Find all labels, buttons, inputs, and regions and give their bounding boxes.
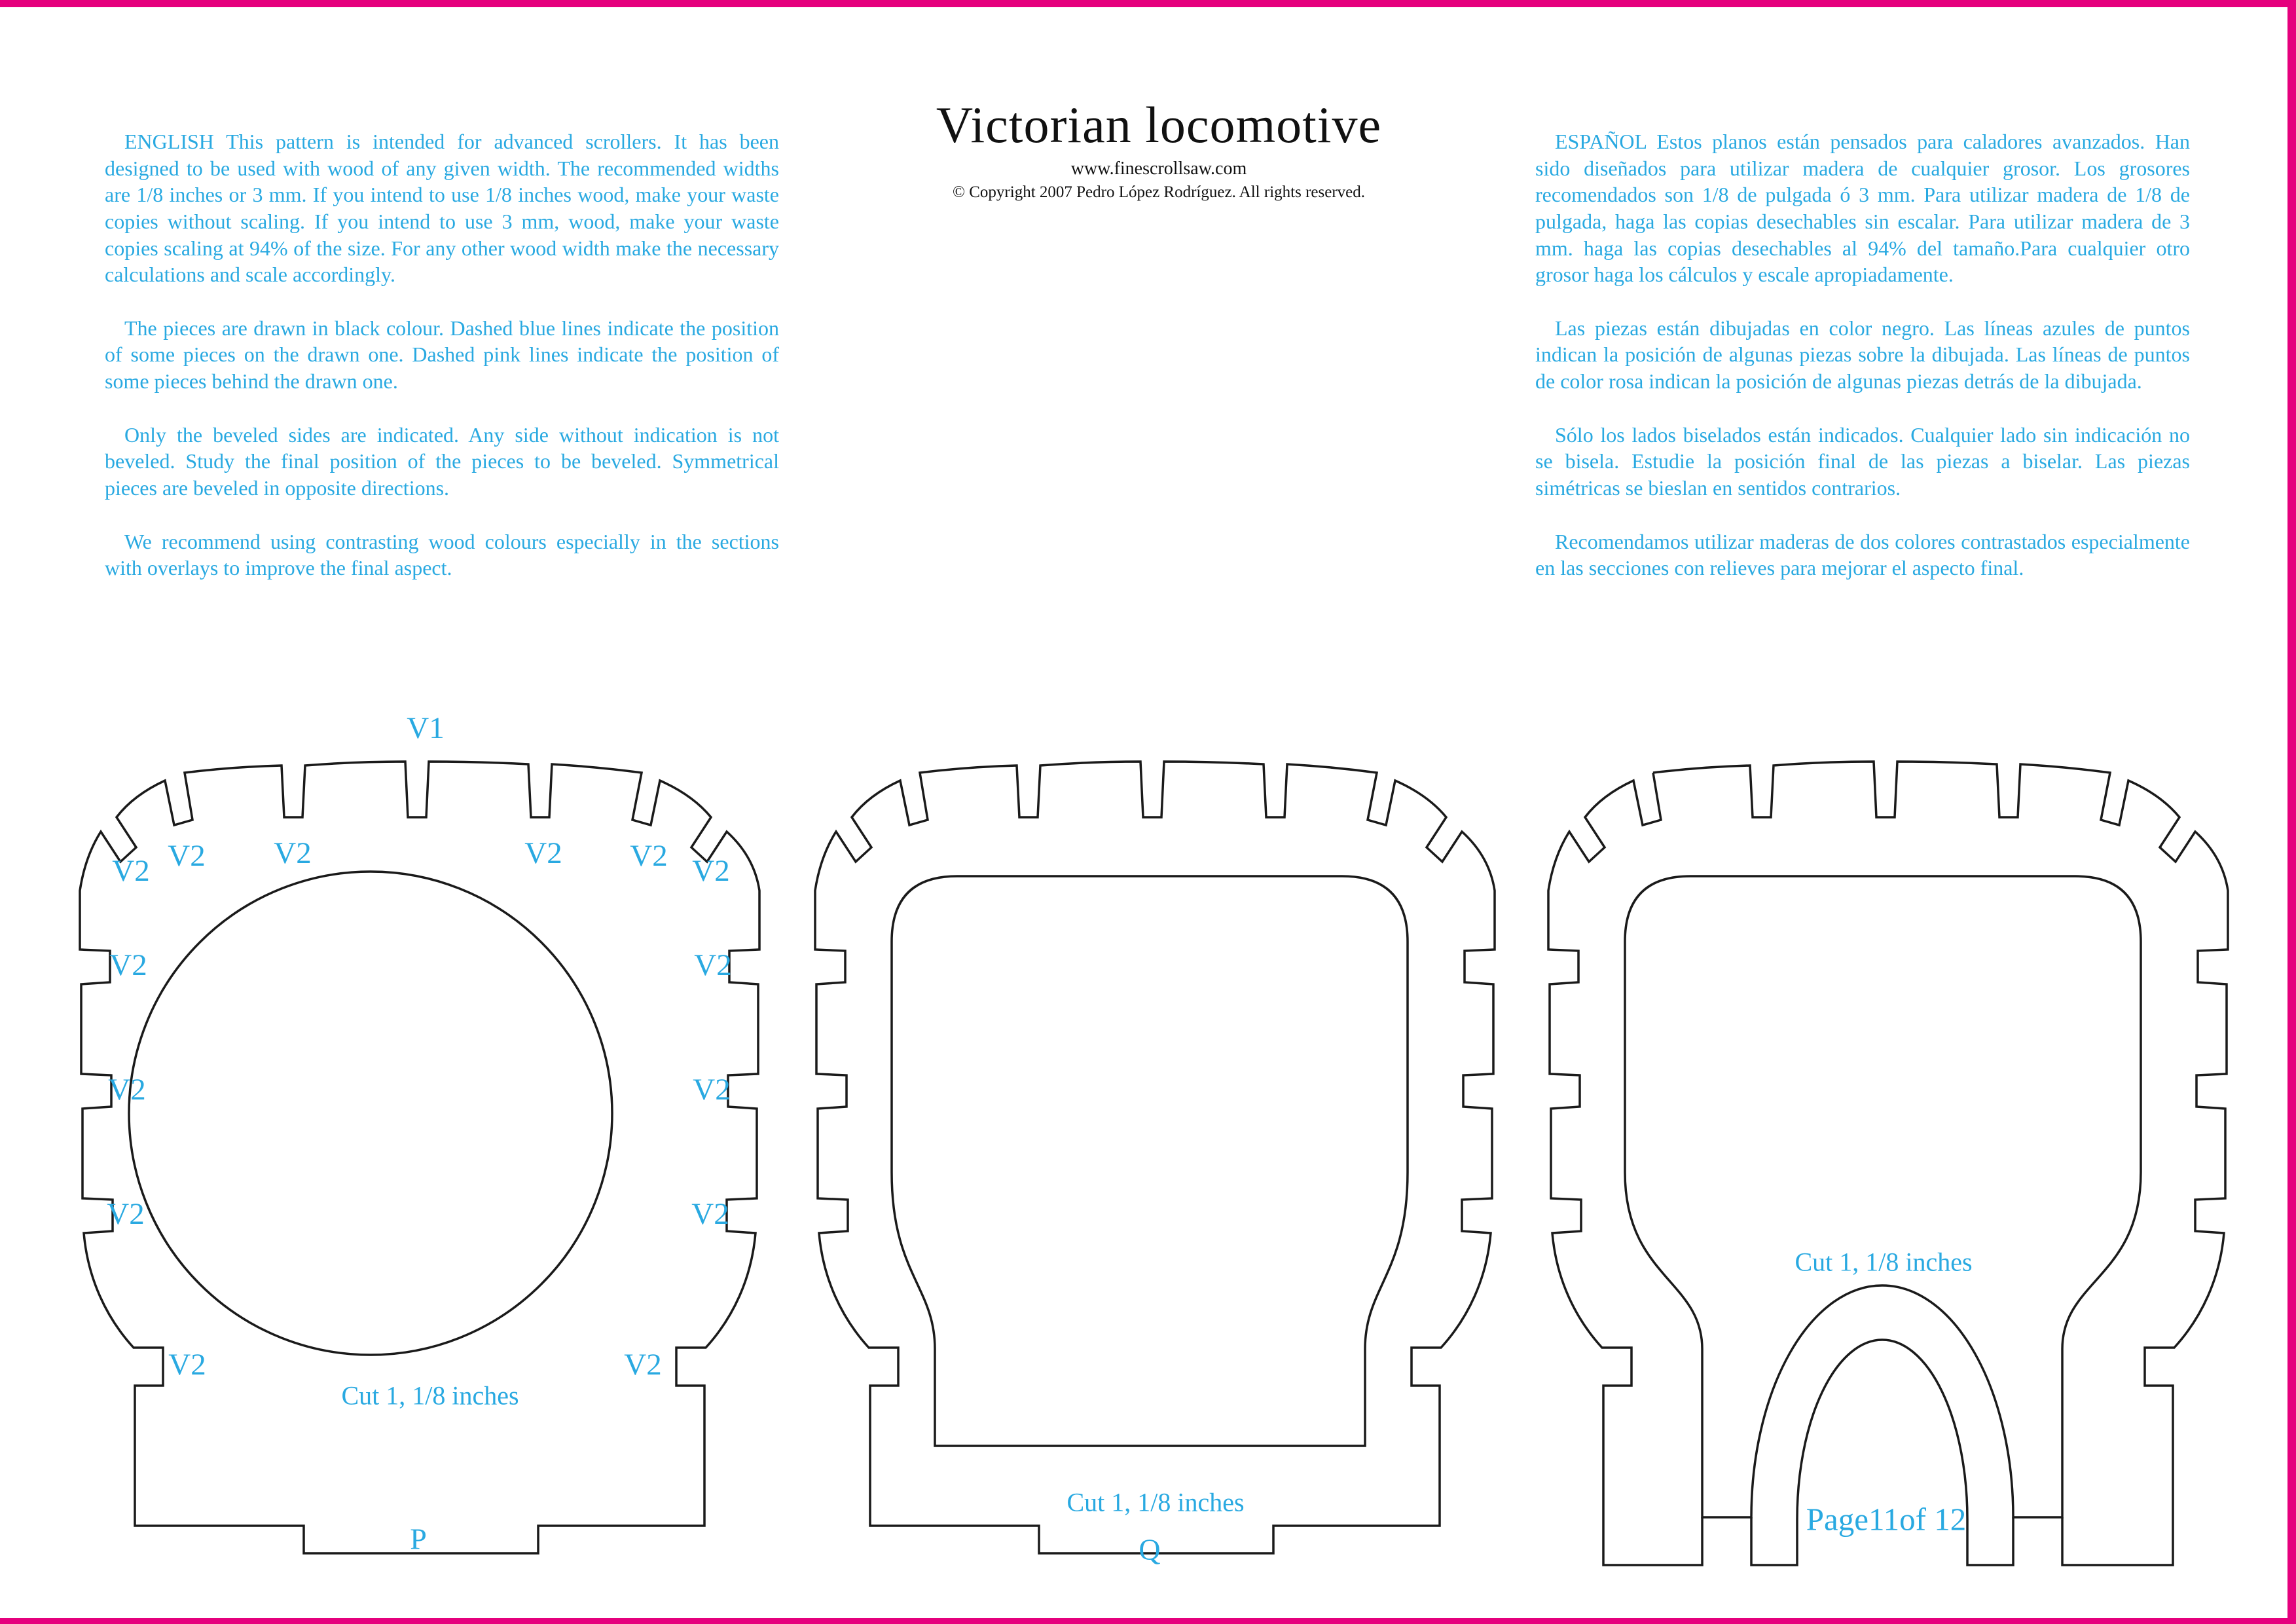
english-paragraph: The pieces are drawn in black colour. Dashed blue lines indicate the position of some pieces on the drawn one. Dashed pink lines indicate the position of some pieces behind the drawn one. <box>105 316 779 393</box>
v2-label: V2 <box>109 948 147 982</box>
v2-label: V2 <box>112 854 150 888</box>
v2-label: V2 <box>691 1197 729 1231</box>
english-paragraph: We recommend using contrasting wood colours especially in the sections with overlays to improve the final aspect. <box>105 529 779 580</box>
website-url: www.finescrollsaw.com <box>1070 158 1247 179</box>
cut-note-p: Cut 1, 1/8 inches <box>341 1380 519 1411</box>
piece-p-outline <box>80 762 759 1553</box>
v2-label: V2 <box>107 1197 145 1231</box>
spanish-paragraph: Recomendamos utilizar maderas de dos colores contrastados especialmente en las secciones con relieves para mejorar el aspecto final. <box>1535 529 2190 580</box>
page-indicator: Page11of 12 <box>1806 1501 1967 1538</box>
v2-label: V2 <box>274 836 312 870</box>
v2-label: V2 <box>108 1073 146 1107</box>
v2-label: V2 <box>694 948 732 982</box>
piece-q-window-cutout <box>892 876 1408 1446</box>
v2-label: V2 <box>692 854 730 888</box>
english-paragraph: ENGLISH This pattern is intended for advanced scrollers. It has been designed to be used with wood of any given width. The recommended widths are 1/8 inches or 3 mm. If you intend to use 1/8 inches wood, make your waste copies without scaling. If you intend to use 3 mm, wood, make your waste copies scaling at 94% of the size. For any other wood width make the necessary calculations and scale accordingly. <box>105 130 779 287</box>
spanish-paragraph: Sólo los lados biselados están indicados. Cualquier lado sin indicación no se bisela. Estudie la posición final de las piezas a biselar. Las piezas simétricas se bieslan en sentidos contrarios. <box>1535 422 2190 500</box>
v2-label: V2 <box>630 839 668 873</box>
copyright-notice: © Copyright 2007 Pedro López Rodríguez. All rights reserved. <box>953 183 1365 201</box>
v2-label: V2 <box>524 836 562 870</box>
spanish-paragraph: ESPAÑOL Estos planos están pensados para caladores avanzados. Han sido diseñados para utilizar madera de cualquier grosor. Los grosores recomendados son 1/8 de pulgada ó 3 mm. Para utilizar madera de 1/8 de pulgada, haga las copias desechables sin escalar. Para utilizar madera de 3 mm. haga las copias desechables al 94% del tamaño.Para cualquier otro grosor haga los cálculos y escale apropiadamente. <box>1535 130 2190 287</box>
page-title: Victorian locomotive <box>936 96 1382 153</box>
piece-letter-p: P <box>410 1522 427 1556</box>
v2-label: V2 <box>168 839 206 873</box>
cut-note-q: Cut 1, 1/8 inches <box>1066 1487 1245 1517</box>
v2-label: V2 <box>624 1348 662 1382</box>
piece-arch-window-cutout <box>1625 876 2141 1517</box>
spanish-paragraph: Las piezas están dibujadas en color negro. Las líneas azules de puntos indican la posición de algunas piezas sobre la dibujada. Las líneas de puntos de color rosa indican la posición de algunas piezas detrás de la dibujada. <box>1535 316 2190 393</box>
v1-label: V1 <box>407 711 445 745</box>
cut-note-arch: Cut 1, 1/8 inches <box>1795 1247 1973 1277</box>
v2-label: V2 <box>693 1073 731 1107</box>
piece-arch-outline <box>1548 762 2228 1565</box>
english-paragraph: Only the beveled sides are indicated. Any side without indication is not beveled. Study the final position of the pieces to be beveled. Symmetrical pieces are beveled in opposite directions. <box>105 422 779 500</box>
v2-label: V2 <box>168 1348 206 1382</box>
piece-q-outline <box>815 762 1495 1553</box>
piece-p-circle-cutout <box>129 872 612 1355</box>
piece-letter-q: Q <box>1139 1532 1161 1566</box>
